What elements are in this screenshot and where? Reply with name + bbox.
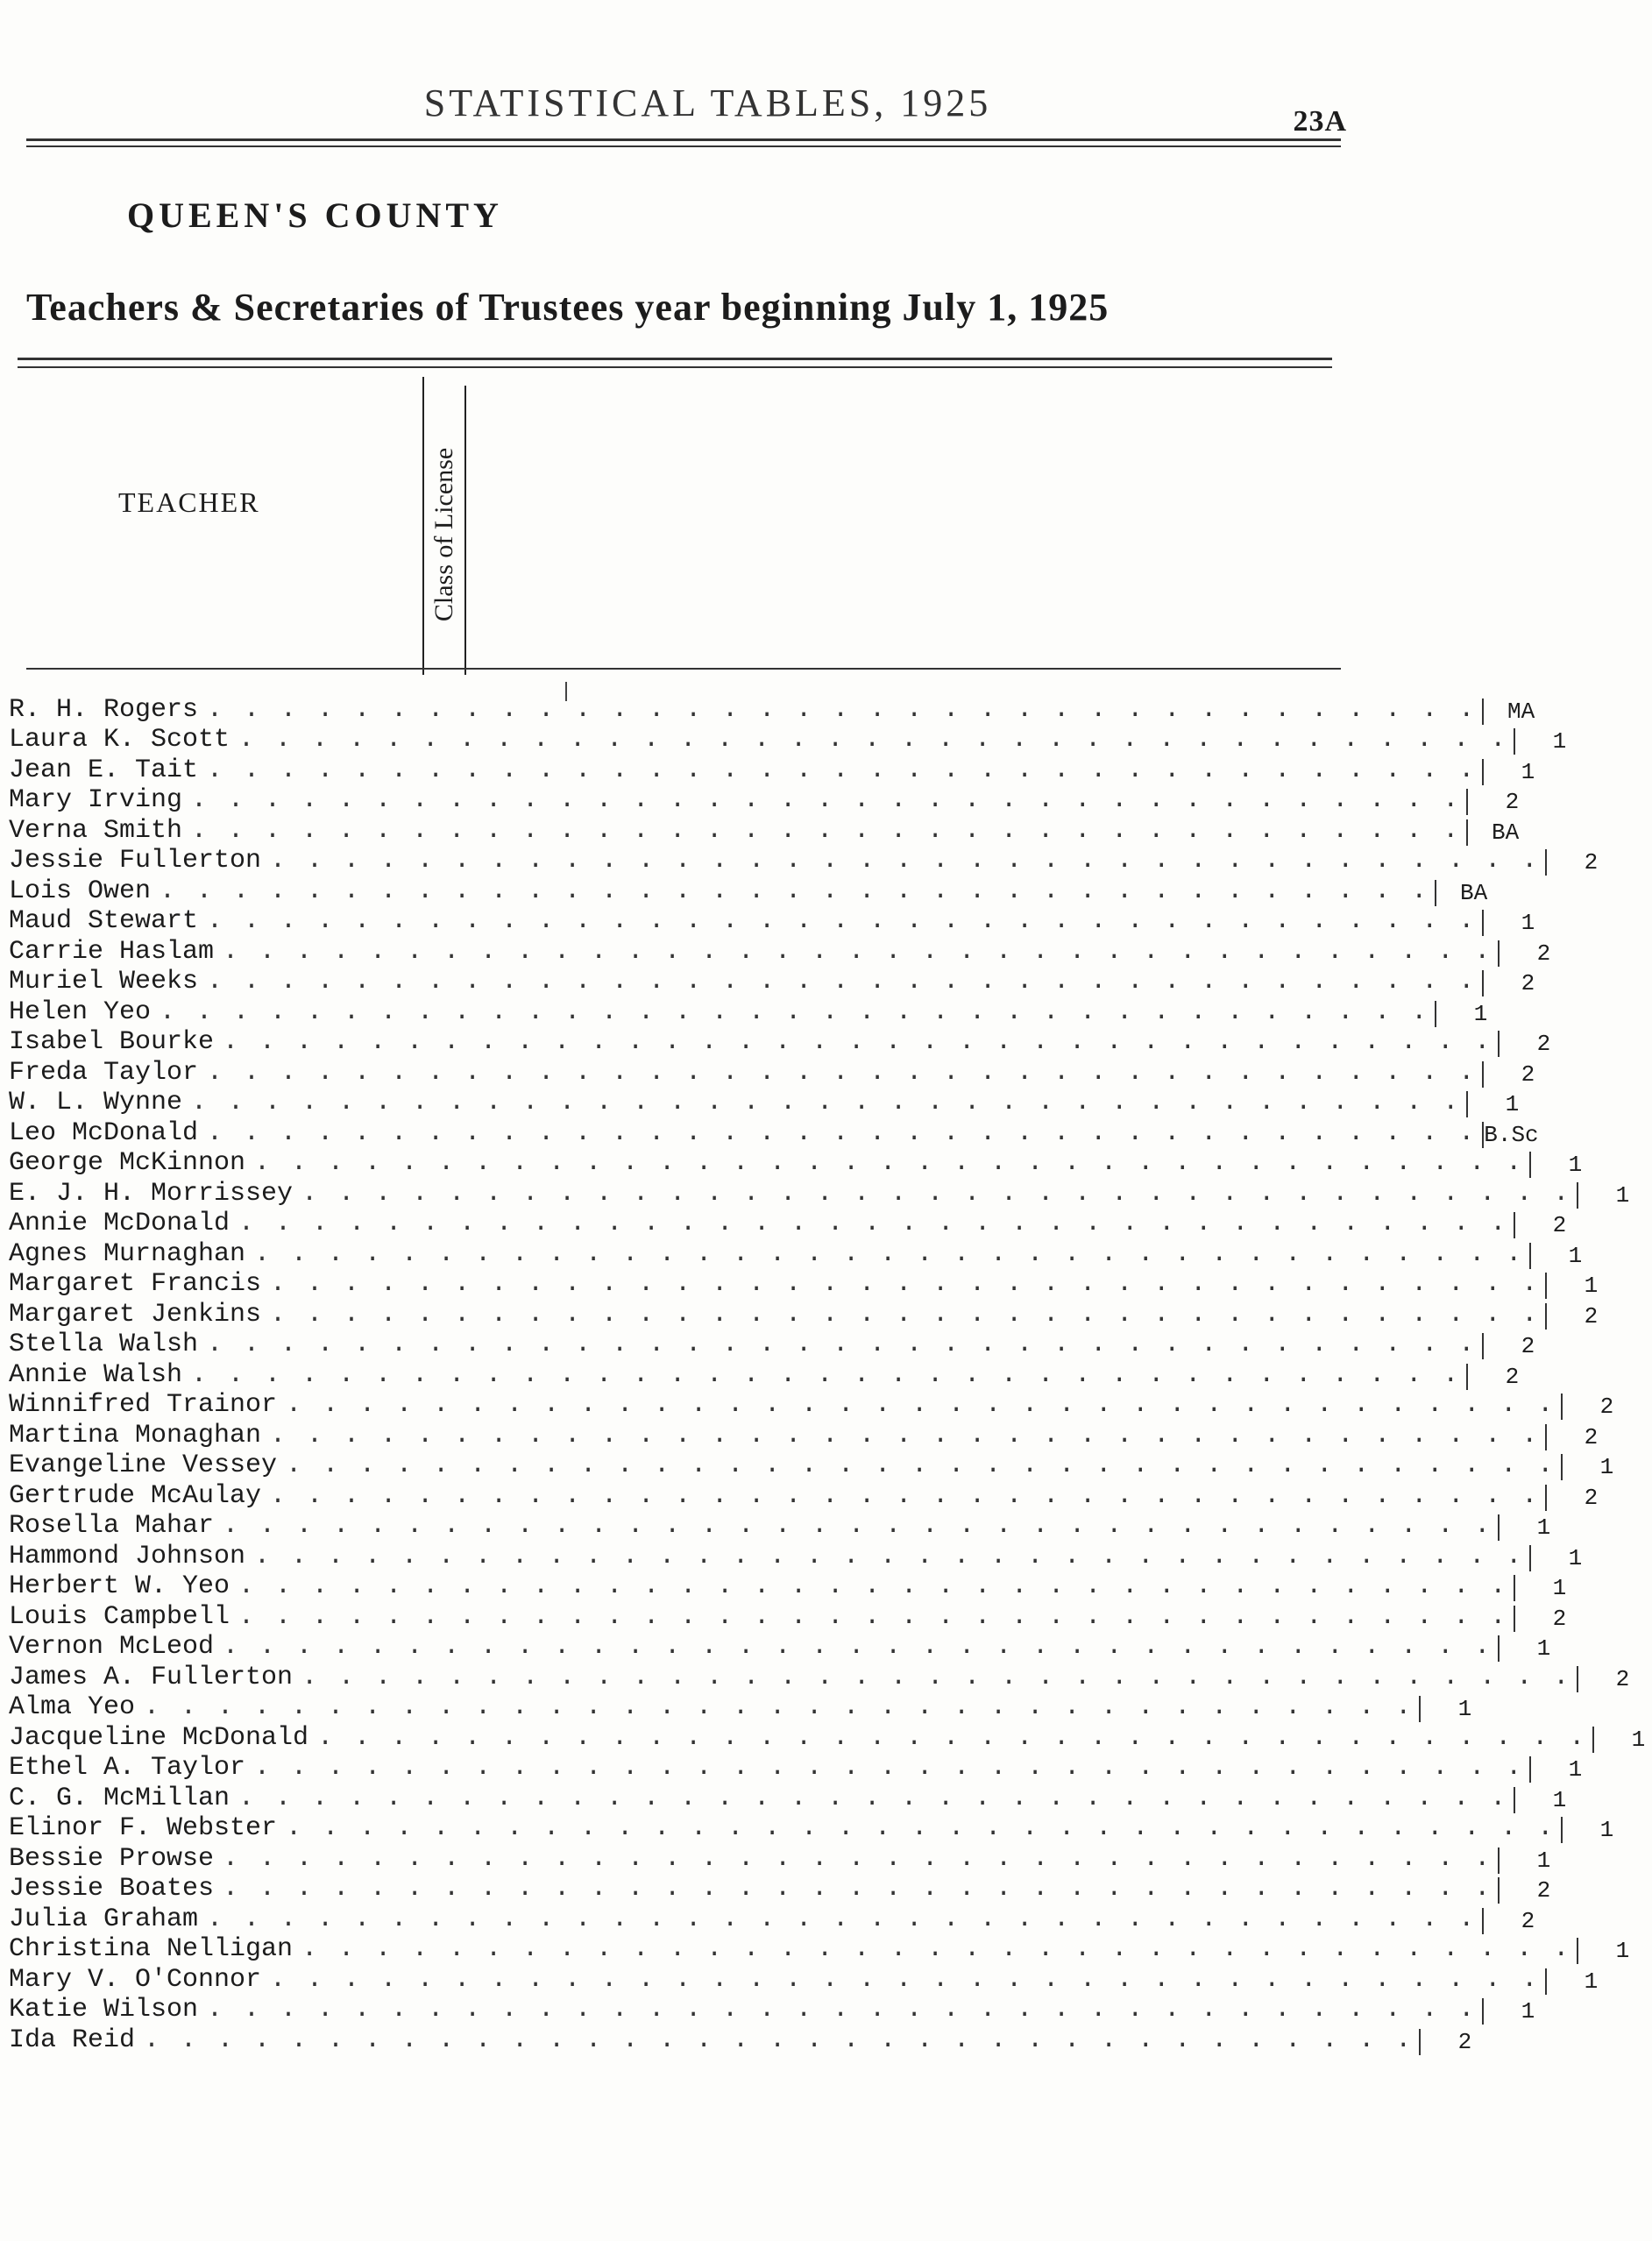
dot-leader: . . . . . . . . . . . . . . . . . . . . . . . . . . . . . . . . . . . [238,1601,1509,1632]
teacher-name: Bessie Prowse [9,1843,215,1874]
table-subtitle: Teachers & Secretaries of Trustees year beginning July 1, 1925 [26,286,1110,329]
dot-leader: . . . . . . . . . . . . . . . . . . . . . . . . . . . . . . . . . . . [144,2025,1414,2055]
teacher-name: James A. Fullerton [9,1662,294,1692]
license-class: 1 [1545,1968,1605,1995]
table-row [9,1269,1599,1300]
dot-leader: . . . . . . . . . . . . . . . . . . . . . . . . . . . . . . . . . . . [160,996,1430,1027]
table-row [9,846,1599,876]
teacher-name: E. J. H. Morrissey [9,1178,294,1209]
dot-leader: . . . . . . . . . . . . . . . . . . . . . . . . . . . . . . . . . . . [160,876,1430,906]
dot-leader: . . . . . . . . . . . . . . . . . . . . . . . . . . . . . . . . . . . [254,1148,1525,1178]
table-row [9,755,1535,785]
dot-leader: . . . . . . . . . . . . . . . . . . . . . . . . . . . . . . . . . . . [207,1330,1478,1359]
table-row [9,1843,1551,1874]
teacher-name: Carrie Haslam [9,936,215,967]
teacher-name: Jessie Boates [9,1874,215,1904]
table-row [9,1934,1630,1965]
license-class: 1 [1529,1152,1589,1178]
dot-leader: . . . . . . . . . . . . . . . . . . . . . . . . . . . . . . . . . . . [191,1359,1462,1390]
table-row [9,1420,1599,1450]
dot-leader: . . . . . . . . . . . . . . . . . . . . . . . . . . . . . . . . . . . [223,1511,1493,1541]
license-class: B.Sc [1482,1122,1545,1148]
header-bottom-rule [26,668,1341,670]
teacher-name: Louis Campbell [9,1601,230,1632]
license-class: 1 [1435,1001,1494,1027]
dot-leader: . . . . . . . . . . . . . . . . . . . . . . . . . . . . . . . . . . . [223,1027,1493,1057]
dot-leader: . . . . . . . . . . . . . . . . . . . . . . . . . . . . . . . . . . . [207,906,1478,936]
teacher-name: Ethel A. Taylor [9,1753,246,1783]
column-divider-right [464,386,466,675]
table-row [9,1209,1567,1239]
dot-leader: . . . . . . . . . . . . . . . . . . . . . . . . . . . . . . . . . . . [286,1390,1556,1420]
dot-leader: . . . . . . . . . . . . . . . . . . . . . . . . . . . . . . . . . . . [301,1178,1572,1209]
license-class: 2 [1498,1877,1557,1904]
dot-leader: . . . . . . . . . . . . . . . . . . . . . . . . . . . . . . . . . . . [207,755,1478,785]
dot-leader: . . . . . . . . . . . . . . . . . . . . . . . . . . . . . . . . . . . [270,1480,1541,1511]
table-row [9,1390,1614,1421]
table-row [9,1541,1583,1571]
dot-leader: . . . . . . . . . . . . . . . . . . . . . . . . . . . . . . . . . . . [270,846,1541,876]
teacher-name: Vernon McLeod [9,1632,215,1662]
teacher-name: R. H. Rogers [9,694,199,725]
table-row [9,1057,1535,1088]
dot-leader: . . . . . . . . . . . . . . . . . . . . . . . . . . . . . . . . . . . [207,694,1478,725]
column-divider-left [422,377,424,675]
license-class: 2 [1545,1424,1605,1450]
teacher-name: Isabel Bourke [9,1027,215,1057]
license-class: 2 [1466,789,1526,815]
license-class: BA [1466,819,1526,846]
teacher-name: Jean E. Tait [9,755,199,785]
teacher-name: George McKinnon [9,1148,246,1178]
teacher-name: Helen Yeo [9,996,152,1027]
dot-leader: . . . . . . . . . . . . . . . . . . . . . . . . . . . . . . . . . . . [207,1995,1478,2025]
license-class: 1 [1514,1575,1573,1601]
license-class: MA [1482,699,1542,725]
license-class: 1 [1529,1545,1589,1571]
column-header-license: Class of License [429,447,458,622]
table-row [9,1692,1472,1723]
license-class: 2 [1514,1212,1573,1238]
license-class: 1 [1577,1938,1636,1964]
header-rule-top [26,138,1341,141]
table-row [9,1117,1539,1148]
dot-leader: . . . . . . . . . . . . . . . . . . . . . . . . . . . . . . . . . . . [301,1662,1572,1692]
license-class: 2 [1482,1908,1542,1934]
teacher-name: Gertrude McAulay [9,1480,262,1511]
dot-leader: . . . . . . . . . . . . . . . . . . . . . . . . . . . . . . . . . . . [270,1269,1541,1299]
dot-leader: . . . . . . . . . . . . . . . . . . . . . . . . . . . . . . . . . . . [223,1874,1493,1904]
table-row [9,1450,1614,1481]
table-row [9,1178,1630,1209]
dot-leader: . . . . . . . . . . . . . . . . . . . . . . . . . . . . . . . . . . . [238,1783,1509,1813]
license-class: 2 [1498,1031,1557,1057]
dot-leader: . . . . . . . . . . . . . . . . . . . . . . . . . . . . . . . . . . . [223,936,1493,967]
table-row [9,906,1535,937]
license-class: 1 [1529,1243,1589,1269]
license-class: 2 [1577,1666,1636,1692]
table-row [9,1662,1630,1692]
table-row [9,1027,1551,1058]
table-row [9,1904,1535,1934]
teacher-name: W. L. Wynne [9,1088,183,1117]
dot-leader: . . . . . . . . . . . . . . . . . . . . . . . . . . . . . . . . . . . [207,1117,1478,1148]
teacher-name: Mary Irving [9,785,183,815]
table-row [9,1148,1583,1179]
license-class: 2 [1545,849,1605,876]
table-row [9,725,1567,755]
table-row [9,1783,1567,1813]
dot-leader: . . . . . . . . . . . . . . . . . . . . . . . . . . . . . . . . . . . [254,1753,1525,1783]
teacher-name: Ida Reid [9,2025,136,2055]
dot-leader: . . . . . . . . . . . . . . . . . . . . . . . . . . . . . . . . . . . [238,1209,1509,1238]
teacher-name: Jacqueline McDonald [9,1722,309,1753]
dot-leader: . . . . . . . . . . . . . . . . . . . . . . . . . . . . . . . . . . . [144,1692,1414,1722]
license-class: 1 [1482,1998,1542,2025]
license-class: 2 [1545,1485,1605,1511]
license-class: 2 [1561,1394,1620,1420]
page-number: 23A [1293,105,1347,138]
teacher-name: Martina Monaghan [9,1420,262,1450]
teacher-name: Mary V. O'Connor [9,1964,262,1995]
dot-leader: . . . . . . . . . . . . . . . . . . . . . . . . . . . . . . . . . . . [191,1088,1462,1117]
license-class: 1 [1592,1727,1652,1753]
table-row [9,967,1535,997]
teacher-name: Jessie Fullerton [9,846,262,876]
teacher-name: Leo McDonald [9,1117,199,1148]
table-row [9,815,1520,846]
license-class: BA [1435,880,1494,906]
license-class: 2 [1482,970,1542,996]
license-class: 1 [1498,1635,1557,1662]
teacher-name: Annie Walsh [9,1359,183,1390]
table-top-rule [18,358,1332,360]
teacher-name: Christina Nelligan [9,1934,294,1964]
table-row [9,1813,1614,1844]
table-row [9,1480,1599,1511]
license-class: 2 [1419,2029,1478,2055]
license-class: 1 [1419,1696,1478,1722]
table-row [9,1964,1599,1995]
dot-leader: . . . . . . . . . . . . . . . . . . . . . . . . . . . . . . . . . . . [270,1420,1541,1450]
dot-leader: . . . . . . . . . . . . . . . . . . . . . . . . . . . . . . . . . . . [317,1722,1588,1753]
running-title: STATISTICAL TABLES, 1925 [423,82,992,124]
table-row [9,1359,1520,1390]
teacher-name: Rosella Mahar [9,1511,215,1541]
teacher-name: Herbert W. Yeo [9,1571,230,1601]
teacher-name: Evangeline Vessey [9,1450,278,1480]
license-class: 2 [1514,1606,1573,1632]
table-row [9,936,1551,967]
dot-leader: . . . . . . . . . . . . . . . . . . . . . . . . . . . . . . . . . . . [207,1904,1478,1934]
teacher-name: Lois Owen [9,876,152,906]
teacher-name: Margaret Francis [9,1269,262,1299]
column-header-teacher: TEACHER [118,486,260,518]
table-row [9,1874,1551,1904]
dot-leader: . . . . . . . . . . . . . . . . . . . . . . . . . . . . . . . . . . . [191,785,1462,815]
table-top-rule-thin [18,366,1332,368]
dot-leader: . . . . . . . . . . . . . . . . . . . . . . . . . . . . . . . . . . . [286,1813,1556,1843]
license-class: 1 [1545,1273,1605,1299]
teacher-name: Agnes Murnaghan [9,1238,246,1269]
teacher-name: Verna Smith [9,815,183,846]
license-class: 2 [1466,1364,1526,1390]
license-class: 2 [1545,1303,1605,1330]
teacher-name: Margaret Jenkins [9,1299,262,1330]
table-row [9,2025,1472,2055]
county-title: QUEEN'S COUNTY [127,195,503,235]
license-class: 1 [1514,728,1573,755]
license-class: 1 [1498,1847,1557,1874]
teacher-name: Alma Yeo [9,1692,136,1722]
license-class: 2 [1482,1333,1542,1359]
teacher-name: C. G. McMillan [9,1783,230,1813]
dot-leader: . . . . . . . . . . . . . . . . . . . . . . . . . . . . . . . . . . . [270,1299,1541,1330]
teacher-name: Muriel Weeks [9,967,199,996]
teacher-list [9,694,1646,2055]
teacher-name: Freda Taylor [9,1057,199,1088]
table-row [9,1571,1567,1602]
table-row [9,785,1520,816]
teacher-name: Maud Stewart [9,906,199,936]
dot-leader: . . . . . . . . . . . . . . . . . . . . . . . . . . . . . . . . . . . [254,1541,1525,1571]
dot-leader: . . . . . . . . . . . . . . . . . . . . . . . . . . . . . . . . . . . [191,815,1462,846]
table-row [9,1722,1646,1753]
license-class: 1 [1498,1514,1557,1541]
teacher-name: Stella Walsh [9,1330,199,1359]
license-class: 2 [1482,1061,1542,1088]
table-row [9,1601,1567,1632]
table-row [9,1753,1583,1784]
table-row [9,1238,1583,1269]
license-class: 1 [1482,759,1542,785]
header-rule-bottom [26,145,1341,147]
license-class: 1 [1529,1756,1589,1783]
license-class: 1 [1482,910,1542,936]
table-row [9,1088,1520,1118]
table-row [9,1995,1535,2025]
license-class: 1 [1561,1454,1620,1480]
teacher-name: Winnifred Trainor [9,1390,278,1420]
dot-leader: . . . . . . . . . . . . . . . . . . . . . . . . . . . . . . . . . . . [207,967,1478,996]
table-row [9,1330,1535,1360]
teacher-name: Julia Graham [9,1904,199,1934]
table-row [9,694,1535,725]
license-class: 1 [1577,1182,1636,1209]
license-class: 2 [1498,940,1557,967]
dot-leader: . . . . . . . . . . . . . . . . . . . . . . . . . . . . . . . . . . . [301,1934,1572,1964]
table-row [9,1632,1551,1663]
table-row [9,1511,1551,1542]
dot-leader: . . . . . . . . . . . . . . . . . . . . . . . . . . . . . . . . . . . [286,1450,1556,1480]
dot-leader: . . . . . . . . . . . . . . . . . . . . . . . . . . . . . . . . . . . [238,1571,1509,1601]
table-row [9,1299,1599,1330]
license-class: 1 [1514,1787,1573,1813]
dot-leader: . . . . . . . . . . . . . . . . . . . . . . . . . . . . . . . . . . . [223,1843,1493,1874]
table-row [9,876,1488,906]
teacher-name: Katie Wilson [9,1995,199,2025]
dot-leader: . . . . . . . . . . . . . . . . . . . . . . . . . . . . . . . . . . . [207,1057,1478,1088]
license-class: 1 [1466,1091,1526,1117]
dot-leader: . . . . . . . . . . . . . . . . . . . . . . . . . . . . . . . . . . . [254,1238,1525,1269]
teacher-name: Hammond Johnson [9,1541,246,1571]
teacher-name: Elinor F. Webster [9,1813,278,1843]
table-row [9,996,1488,1027]
license-class: 1 [1561,1817,1620,1843]
dot-leader: . . . . . . . . . . . . . . . . . . . . . . . . . . . . . . . . . . . [223,1632,1493,1662]
dot-leader: . . . . . . . . . . . . . . . . . . . . . . . . . . . . . . . . . . . [270,1964,1541,1995]
dot-leader: . . . . . . . . . . . . . . . . . . . . . . . . . . . . . . . . . . . [238,725,1509,755]
teacher-name: Annie McDonald [9,1209,230,1238]
teacher-name: Laura K. Scott [9,725,230,755]
